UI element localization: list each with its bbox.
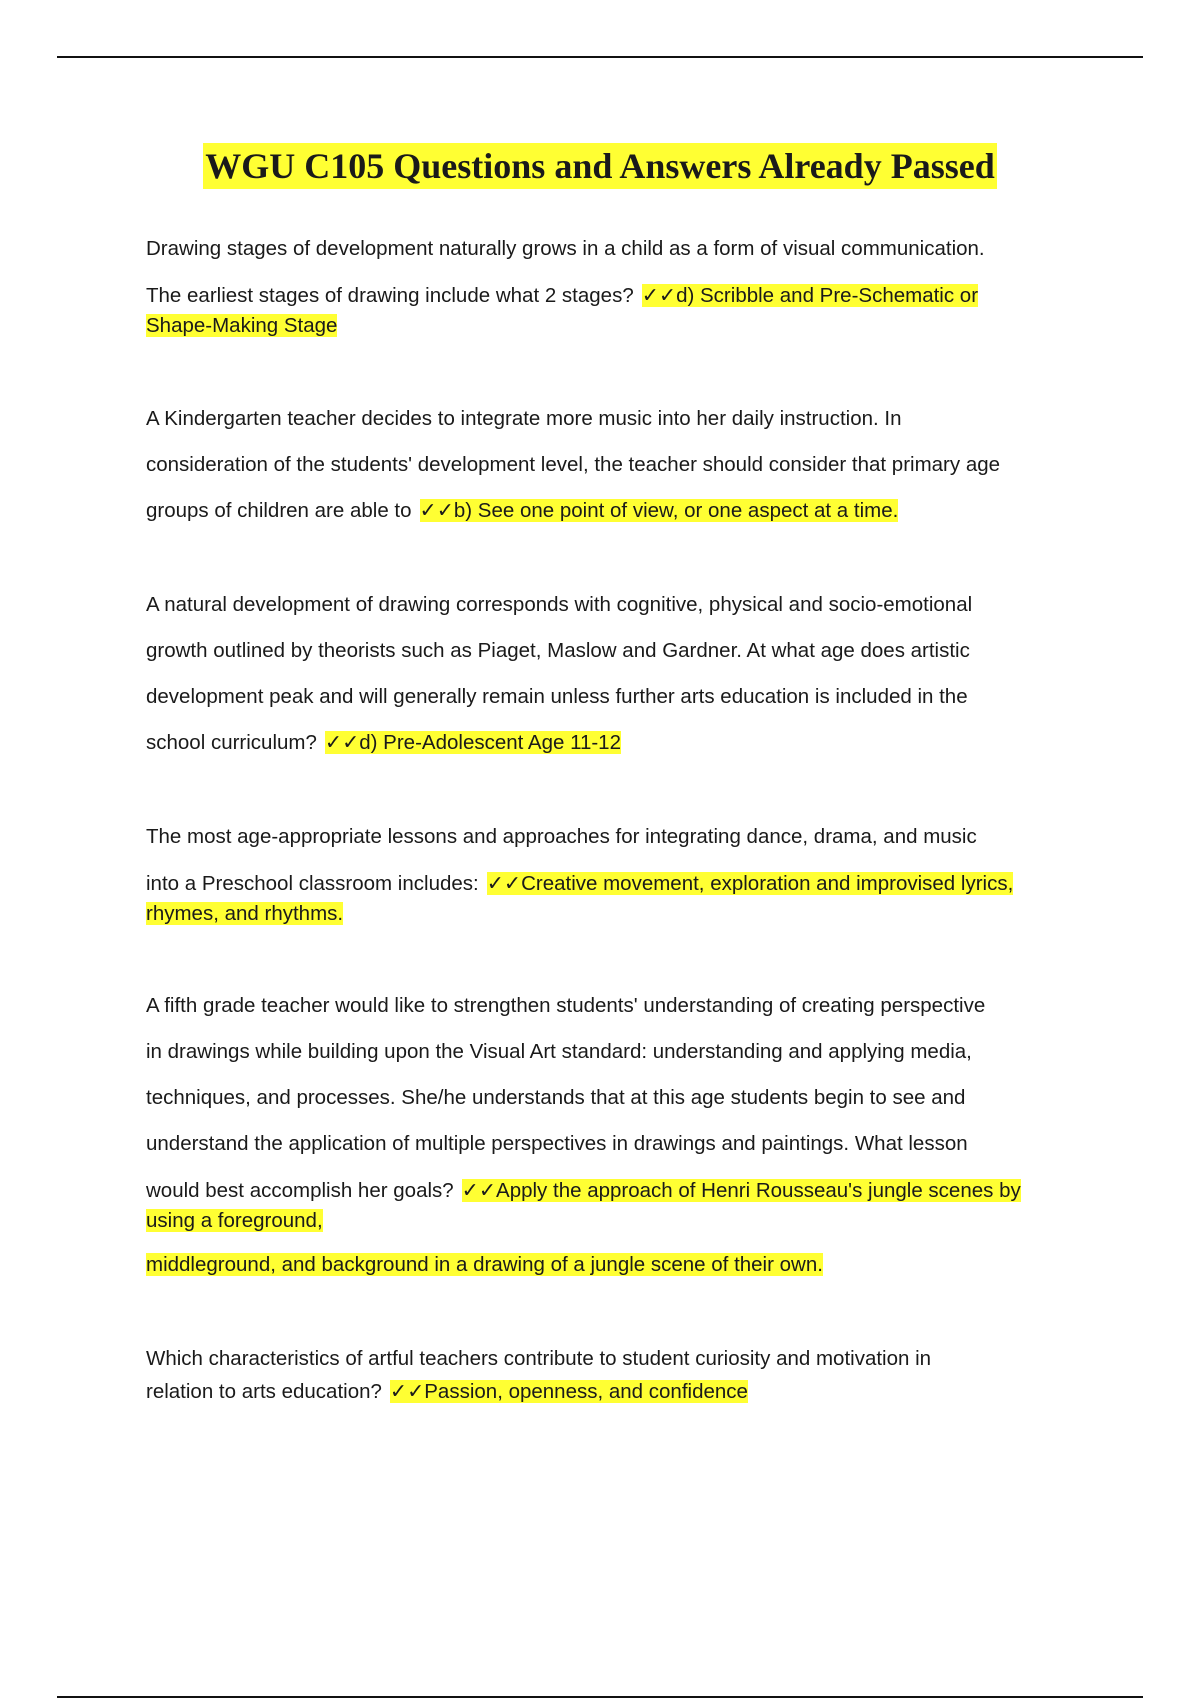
qa-item-1 — [146, 236, 1096, 338]
question-line-with-answer — [146, 1380, 1096, 1404]
qa-item-2 — [146, 406, 1096, 524]
document-title: WGU C105 Questions and Answers Already Passed — [203, 143, 996, 189]
question-line-with-answer — [146, 498, 1096, 524]
bottom-rule — [57, 1696, 1143, 1698]
qa-item-4 — [146, 824, 1096, 926]
question-line: Which characteristics of artful teachers contribute to student curiosity and motivation in — [146, 1347, 932, 1370]
question-line: understand the application of multiple perspectives in drawings and paintings. What lesson — [146, 1132, 968, 1155]
question-line-with-answer — [146, 730, 1096, 756]
answer-highlight: ✓✓d) Scribble and Pre-Schematic or — [641, 284, 979, 307]
answer-highlight: ✓✓b) See one point of view, or one aspect at a time. — [419, 499, 899, 522]
answer-line — [146, 1209, 1096, 1233]
question-text: groups of children are able to — [146, 499, 412, 522]
top-rule — [57, 56, 1143, 58]
answer-highlight: ✓✓d) Pre-Adolescent Age 11-12 — [324, 731, 621, 754]
question-text: school curriculum? — [146, 731, 317, 754]
answer-highlight: ✓✓Passion, openness, and confidence — [389, 1380, 748, 1403]
question-line-with-answer — [146, 872, 1096, 896]
answer-highlight: ✓✓Creative movement, exploration and improvised lyrics, — [486, 872, 1014, 895]
qa-item-6 — [146, 1346, 1096, 1404]
question-line-with-answer — [146, 1179, 1096, 1203]
question-line: A fifth grade teacher would like to strengthen students' understanding of creating perspective — [146, 994, 986, 1017]
question-line: techniques, and processes. She/he understands that at this age students begin to see and — [146, 1086, 966, 1109]
question-text: relation to arts education? — [146, 1380, 382, 1403]
question-text: would best accomplish her goals? — [146, 1179, 454, 1202]
answer-highlight: middleground, and background in a drawing of a jungle scene of their own. — [146, 1253, 823, 1276]
title-container — [0, 143, 1200, 189]
answer-highlight: ✓✓Apply the approach of Henri Rousseau's jungle scenes by — [461, 1179, 1021, 1202]
question-line-with-answer — [146, 284, 1096, 308]
question-line: development peak and will generally remain unless further arts education is included in the — [146, 685, 968, 708]
question-text: into a Preschool classroom includes: — [146, 872, 479, 895]
answer-line — [146, 1253, 1096, 1277]
question-line: A Kindergarten teacher decides to integrate more music into her daily instruction. In — [146, 407, 902, 430]
answer-highlight: Shape-Making Stage — [146, 314, 338, 337]
question-line: consideration of the students' development level, the teacher should consider that primary age — [146, 453, 1001, 476]
answer-line — [146, 902, 1096, 926]
question-text: The earliest stages of drawing include what 2 stages? — [146, 284, 634, 307]
answer-highlight: rhymes, and rhythms. — [146, 902, 344, 925]
question-line: in drawings while building upon the Visual Art standard: understanding and applying media, — [146, 1040, 972, 1063]
question-line: A natural development of drawing corresponds with cognitive, physical and socio-emotional — [146, 593, 973, 616]
answer-highlight: using a foreground, — [146, 1209, 323, 1232]
qa-item-5 — [146, 993, 1096, 1277]
answer-line — [146, 314, 1096, 338]
question-line: The most age-appropriate lessons and approaches for integrating dance, drama, and music — [146, 825, 977, 848]
qa-item-3 — [146, 592, 1096, 756]
question-line: growth outlined by theorists such as Piaget, Maslow and Gardner. At what age does artistic — [146, 639, 970, 662]
question-line: Drawing stages of development naturally grows in a child as a form of visual communication. — [146, 237, 985, 260]
